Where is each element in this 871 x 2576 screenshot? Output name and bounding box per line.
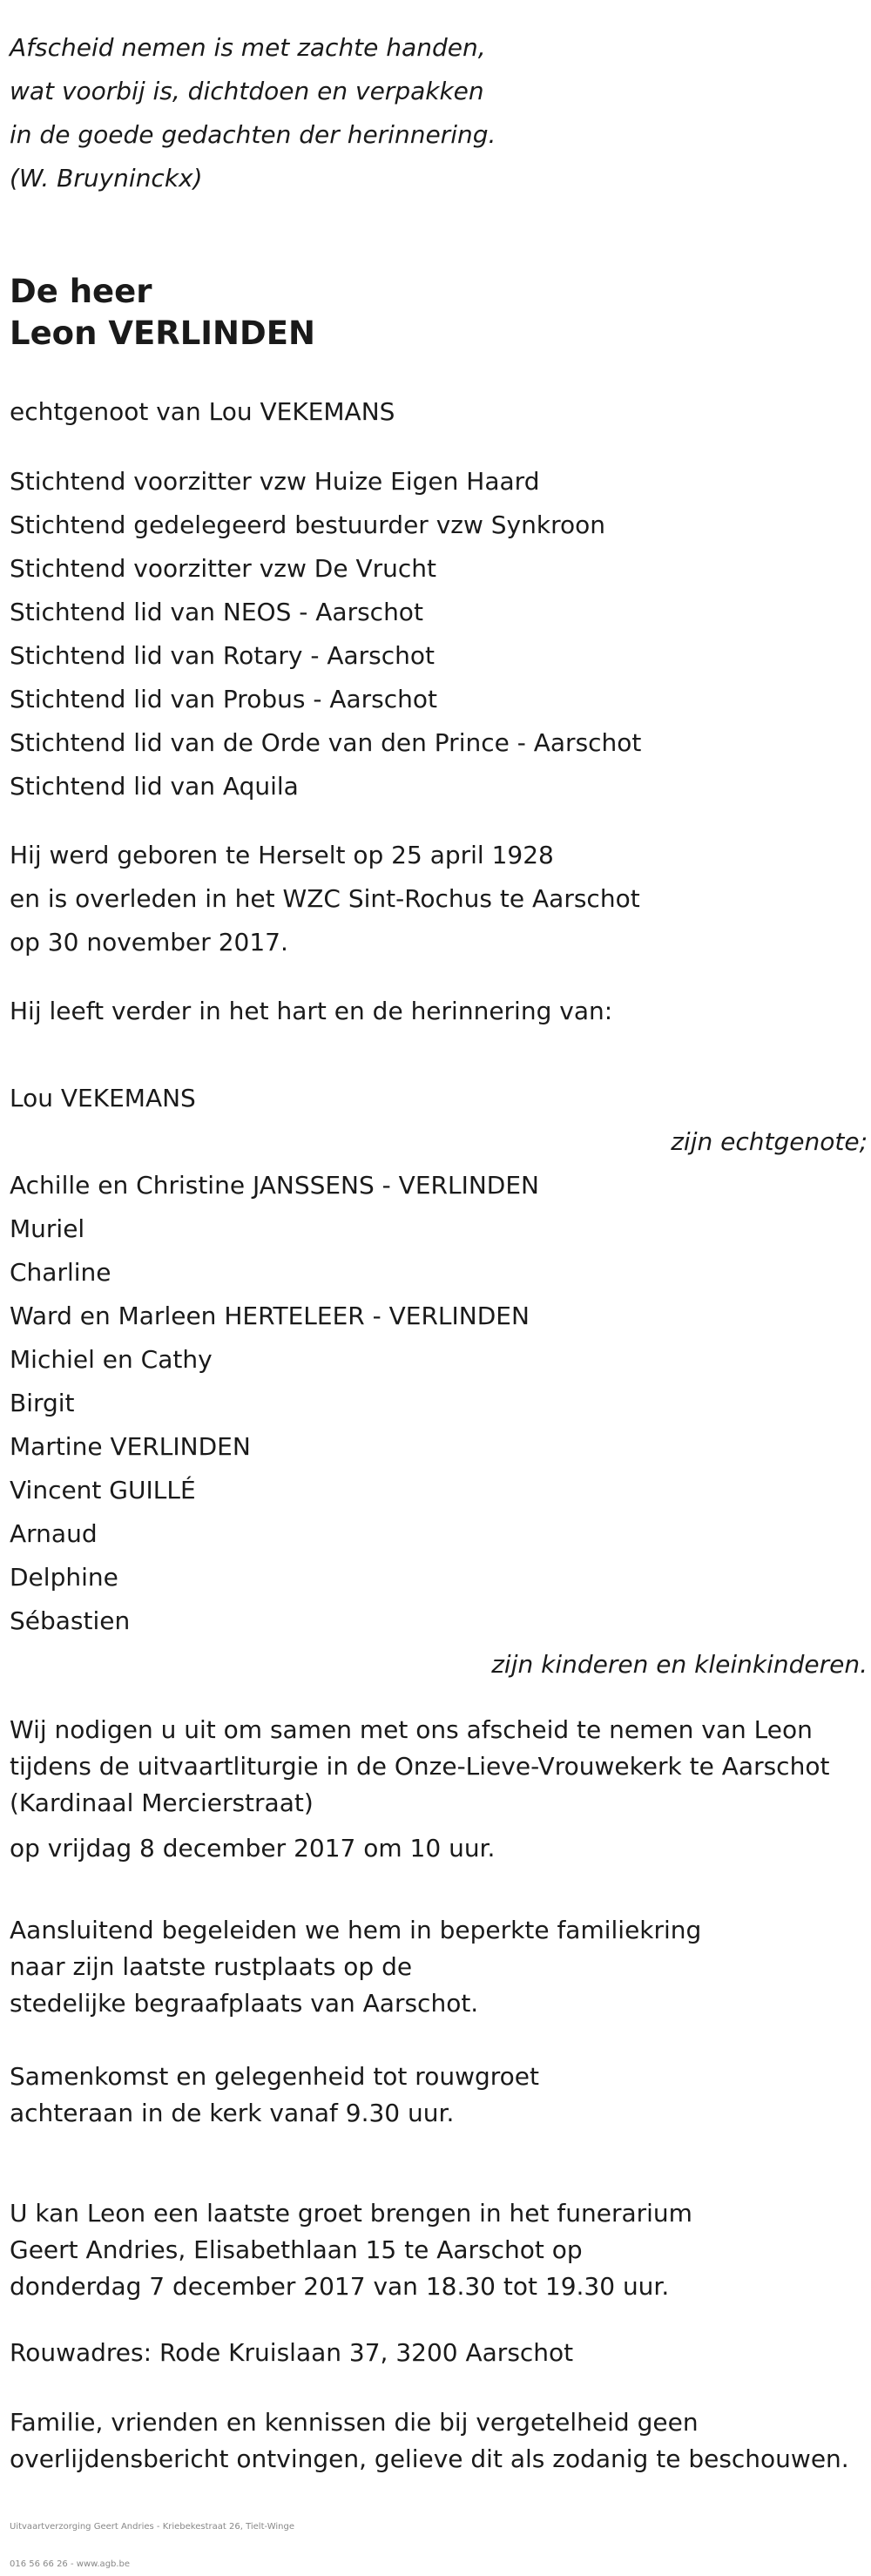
- family-member: Charline: [10, 1258, 111, 1287]
- funeral-home-line: donderdag 7 december 2017 van 18.30 tot 19.30 uur.: [10, 2272, 670, 2301]
- invitation-block: [10, 1712, 868, 1822]
- gathering-block: [10, 2059, 868, 2132]
- life-line: Hij werd geboren te Herselt op 25 april 1928: [10, 841, 554, 869]
- funeral-home-line: Geert Andries, Elisabethlaan 15 te Aarschot op: [10, 2235, 583, 2264]
- role-item: Stichtend lid van Aquila: [10, 772, 299, 801]
- family-member: Sébastien: [10, 1606, 131, 1635]
- remembrance-intro: Hij leeft verder in het hart en de herinnering van:: [10, 997, 613, 1025]
- burial-line: stedelijke begraafplaats van Aarschot.: [10, 1989, 479, 2018]
- family-member: Arnaud: [10, 1519, 98, 1548]
- poem-line: in de goede gedachten der herinnering.: [10, 120, 496, 149]
- role-item: Stichtend voorzitter vzw De Vrucht: [10, 554, 436, 583]
- role-item: Stichtend lid van Rotary - Aarschot: [10, 641, 436, 670]
- role-item: Stichtend lid van de Orde van den Prince - Aarschot: [10, 728, 642, 757]
- life-line: op 30 november 2017.: [10, 928, 288, 957]
- family-member: Achille en Christine JANSSENS - VERLINDEN: [10, 1171, 539, 1200]
- gathering-line: Samenkomst en gelegenheid tot rouwgroet: [10, 2062, 539, 2091]
- children-caption: zijn kinderen en kleinkinderen.: [491, 1650, 868, 1679]
- role-item: Stichtend voorzitter vzw Huize Eigen Haard: [10, 467, 540, 496]
- burial-block: [10, 1912, 868, 2022]
- invitation-text: Wij nodigen u uit om samen met ons afscheid te nemen van Leon tijdens de uitvaartliturgie in de Onze-Lieve-Vrouwekerk te Aarschot (Kardinaal Mercierstraat): [10, 1715, 830, 1817]
- spouse-caption: zijn echtgenote;: [671, 1127, 868, 1156]
- family-member: Martine VERLINDEN: [10, 1432, 251, 1461]
- family-member: Muriel: [10, 1214, 85, 1243]
- poem-line: wat voorbij is, dichtdoen en verpakken: [10, 77, 484, 105]
- family-spouse: Lou VEKEMANS: [10, 1084, 196, 1112]
- family-member: Birgit: [10, 1389, 75, 1417]
- deceased-name-block: [10, 271, 868, 355]
- spouse-line-block: [10, 390, 868, 434]
- notice-line: Familie, vrienden en kennissen die bij vergetelheid geen: [10, 2408, 699, 2437]
- remembrance-block: [10, 990, 868, 1033]
- funeral-home-line: U kan Leon een laatste groet brengen in het funerarium: [10, 2199, 692, 2228]
- burial-line: Aansluitend begeleiden we hem in beperkte familiekring: [10, 1916, 702, 1944]
- spouse-line: echtgenoot van Lou VEKEMANS: [10, 397, 395, 426]
- invitation-date: op vrijdag 8 december 2017 om 10 uur.: [10, 1834, 496, 1863]
- family-member: Vincent GUILLÉ: [10, 1476, 196, 1504]
- funeral-home-block: [10, 2195, 868, 2305]
- footer-company: Uitvaartverzorging Geert Andries - Kriebekestraat 26, Tielt-Winge: [10, 2522, 294, 2532]
- footer-contact: 016 56 66 26 - www.agb.be: [10, 2559, 131, 2569]
- footer-contact-block: [10, 2559, 868, 2571]
- burial-line: naar zijn laatste rustplaats op de: [10, 1952, 413, 1981]
- deceased-name: Leon VERLINDEN: [10, 314, 315, 352]
- family-member: Ward en Marleen HERTELEER - VERLINDEN: [10, 1302, 530, 1330]
- poem-block: [10, 26, 868, 200]
- life-line: en is overleden in het WZC Sint-Rochus te Aarschot: [10, 884, 640, 913]
- roles-list: [10, 460, 868, 808]
- family-member: Delphine: [10, 1563, 118, 1592]
- footer-block: [10, 2521, 868, 2533]
- role-item: Stichtend lid van NEOS - Aarschot: [10, 598, 423, 626]
- address-block: [10, 2335, 868, 2371]
- gathering-line: achteraan in de kerk vanaf 9.30 uur.: [10, 2099, 455, 2127]
- poem-line: Afscheid nemen is met zachte handen,: [10, 33, 486, 62]
- invitation-date-block: [10, 1827, 868, 1870]
- life-block: [10, 834, 868, 964]
- deceased-title: De heer: [10, 273, 152, 310]
- notice-line: overlijdensbericht ontvingen, gelieve dit als zodanig te beschouwen.: [10, 2444, 849, 2473]
- notice-block: [10, 2404, 868, 2478]
- family-block: [10, 1077, 868, 1687]
- role-item: Stichtend lid van Probus - Aarschot: [10, 685, 437, 713]
- poem-author: (W. Bruyninckx): [10, 164, 203, 193]
- mourning-address: Rouwadres: Rode Kruislaan 37, 3200 Aarschot: [10, 2338, 574, 2367]
- family-member: Michiel en Cathy: [10, 1345, 213, 1374]
- role-item: Stichtend gedelegeerd bestuurder vzw Synkroon: [10, 510, 605, 539]
